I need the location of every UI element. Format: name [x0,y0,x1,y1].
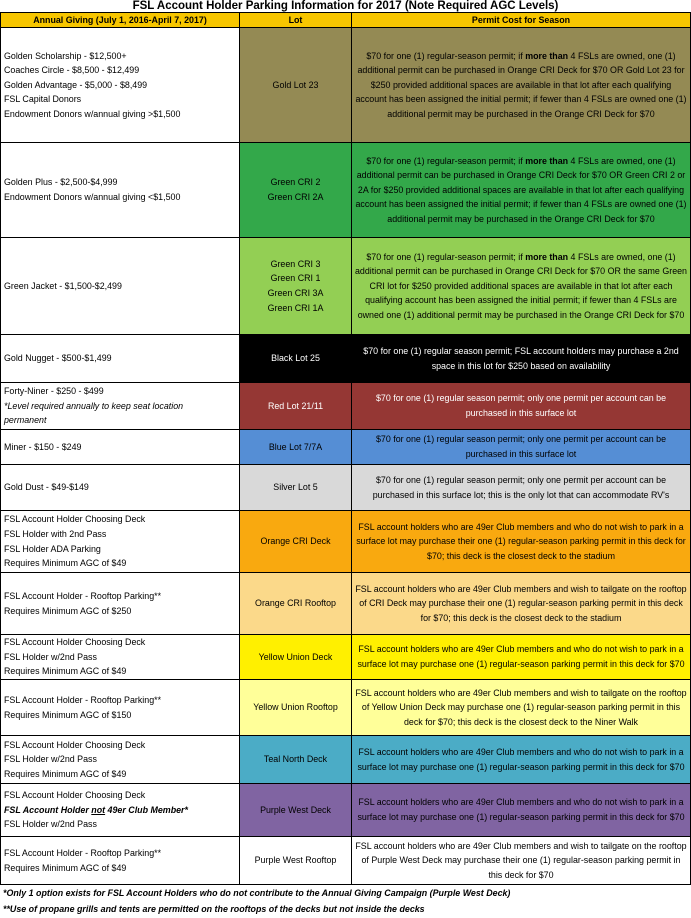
permit-cost-text: FSL account holders who are 49er Club members and wish to tailgate on the rooftop of Yellow Union Deck may purchase one (1) regular-season parking permit in this deck for $70; this deck is the closest deck to the Niner Walk [355,687,687,727]
giving-line: FSL Holder with 2nd Pass [4,528,107,539]
lot-cell [240,465,352,511]
lot-cell [240,28,352,143]
lot-name: Blue Lot 7/7A [268,441,323,452]
permit-cost-text: FSL account holders who are 49er Club members and wish to tailgate on the rooftop of Purple West Deck may purchase their one (1) regular-season parking permit in this deck for $70 [355,840,687,880]
annual-giving-cell [1,238,240,335]
permit-cost-text: more than [525,155,569,166]
permit-cost-text: $70 for one (1) regular-season permit; if [366,155,526,166]
lot-cell [240,335,352,383]
table-row [1,511,691,573]
annual-giving-cell [1,837,240,885]
footnote-1: *Only 1 option exists for FSL Account Holders who do not contribute to the Annual Giving Campaign (Purple West Deck) [3,888,511,898]
table-row [1,335,691,383]
lot-name: Green CRI 3 [270,258,321,269]
giving-emphasis: not [91,804,106,815]
table-row [1,837,691,885]
lot-name: Orange CRI Rooftop [255,598,336,609]
lot-cell [240,635,352,680]
permit-cost-text: $70 for one (1) regular season permit; FSL account holders may purchase a 2nd space in this lot for $250 based on availability [363,345,679,371]
permit-cost-cell [352,465,691,511]
table-row [1,784,691,837]
giving-line: Golden Plus - $2,500-$4,999 [4,177,118,188]
permit-cost-text: $70 for one (1) regular season permit; only one permit per account can be purchased in this surface lot [375,393,667,418]
giving-line: Coaches Circle - $8,500 - $12,499 [4,65,140,76]
permit-cost-cell [352,335,691,383]
lot-cell [240,573,352,635]
giving-line: FSL Account Holder - Rooftop Parking** [4,590,162,601]
permit-cost-cell [352,383,691,430]
giving-line [4,803,236,818]
parking-table [0,12,691,885]
giving-line: Requires Minimum AGC of $49 [4,768,127,779]
lot-cell [240,837,352,885]
permit-cost-cell [352,511,691,573]
permit-cost-cell [352,143,691,238]
table-row [1,573,691,635]
lot-name: Purple West Deck [260,804,331,815]
annual-giving-cell [1,680,240,736]
permit-cost-text: more than [525,251,569,262]
giving-line: FSL Capital Donors [4,94,82,105]
permit-cost-text: $70 for one (1) regular-season permit; if [366,251,526,262]
table-header-row [1,13,691,28]
permit-cost-text: FSL account holders who are 49er Club members and who do not wish to park in a surface lot may purchase one (1) regular-season parking permit in this deck for $70 [357,797,685,822]
giving-line: FSL Holder w/2nd Pass [4,819,97,830]
giving-line: Requires Minimum AGC of $49 [4,558,127,569]
lot-cell [240,430,352,465]
lot-name: Gold Lot 23 [272,79,319,90]
lot-name: Orange CRI Deck [260,536,331,547]
header-permit-cost: Permit Cost for Season [352,13,691,28]
permit-cost-cell [352,784,691,837]
footnote-2: **Use of propane grills and tents are permitted on the rooftops of the decks but not inside the decks [3,904,425,914]
giving-line: FSL Account Holder Choosing Deck [4,514,146,525]
annual-giving-cell [1,430,240,465]
annual-giving-cell [1,736,240,784]
giving-text: 49er Club Member* [105,804,188,815]
table-row [1,28,691,143]
giving-line: FSL Account Holder - Rooftop Parking** [4,847,162,858]
lot-name: Yellow Union Rooftop [253,702,338,713]
giving-line: Miner - $150 - $249 [4,441,82,452]
table-row [1,635,691,680]
table-row [1,465,691,511]
permit-cost-cell [352,680,691,736]
giving-line: FSL Holder w/2nd Pass [4,651,97,662]
giving-line: Endowment Donors w/annual giving <$1,500 [4,192,181,202]
giving-line: permanent [4,415,47,426]
giving-line: FSL Account Holder - Rooftop Parking** [4,694,162,705]
permit-cost-text: FSL account holders who are 49er Club members and wish to tailgate on the rooftop of CRI Deck may purchase their one (1) regular-season parking permit in this deck for $70; this deck is the closest deck to the stadium [355,583,687,623]
permit-cost-cell [352,238,691,335]
giving-line: FSL Account Holder Choosing Deck [4,637,146,648]
table-row [1,736,691,784]
permit-cost-text: FSL account holders who are 49er Club members and who do not wish to park in a surface lot may purchase one (1) regular-season parking permit in this deck for $70 [357,746,685,772]
lot-cell [240,736,352,784]
permit-cost-text: 4 FSLs are owned, one (1) additional permit can be purchased in Orange CRI Deck for $70 OR the same Green CRI lot for $250 provided additional spaces are available in that lot after each qualifying account has been assigned the initial permit; if fewer than 4 FSLs are owned one (1) additional permit may be purchased in the Orange CRI Deck for $70 [355,251,687,320]
annual-giving-cell [1,28,240,143]
lot-name: Black Lot 25 [271,353,320,364]
lot-name: Green CRI 1A [267,302,324,313]
permit-cost-cell [352,28,691,143]
permit-cost-cell [352,430,691,465]
table-row [1,430,691,465]
permit-cost-text: more than [525,50,569,61]
table-row [1,143,691,238]
giving-line: FSL Account Holder Choosing Deck [4,739,146,750]
lot-name: Red Lot 21/11 [267,400,324,411]
lot-name: Purple West Rooftop [254,855,337,866]
permit-cost-cell [352,635,691,680]
permit-cost-text: $70 for one (1) regular-season permit; if [366,50,526,61]
giving-line: Gold Nugget - $500-$1,499 [4,353,112,364]
annual-giving-cell [1,143,240,238]
permit-cost-cell [352,736,691,784]
giving-text: FSL Account Holder [4,804,92,815]
giving-line: Requires Minimum AGC of $49 [4,862,127,873]
lot-cell [240,238,352,335]
giving-line: FSL Account Holder Choosing Deck [4,790,146,801]
giving-line: *Level required annually to keep seat location [4,400,184,411]
header-lot: Lot [240,13,352,28]
lot-name: Green CRI 1 [270,273,321,284]
giving-line: Gold Dust - $49-$149 [4,482,89,493]
lot-cell [240,784,352,837]
table-row [1,238,691,335]
giving-line: Golden Advantage - $5,000 - $8,499 [4,79,148,90]
permit-cost-cell [352,573,691,635]
header-annual-giving: Annual Giving (July 1, 2016-April 7, 2017) [1,13,240,28]
lot-cell [240,383,352,430]
lot-name: Green CRI 3A [267,288,324,298]
annual-giving-cell [1,784,240,837]
annual-giving-cell [1,573,240,635]
permit-cost-text: 4 FSLs are owned, one (1) additional permit can be purchased in Orange CRI Deck for $70 OR Gold Lot 23 for $250 provided additional spaces are available in that lot after each qualifying account has been assigned the initial permit; if fewer than 4 FSLs are owned one (1) additional permit may be purchased in the Orange CRI Deck for $70 [355,50,687,119]
lot-name: Teal North Deck [263,754,328,765]
lot-name: Green CRI 2 [270,177,321,188]
annual-giving-cell [1,465,240,511]
permit-cost-cell [352,837,691,885]
table-row [1,680,691,736]
permit-cost-text: FSL account holders who are 49er Club members and who do not wish to park in a surface lot may purchase one (1) regular-season parking permit in this deck for $70 [357,644,685,669]
lot-name: Silver Lot 5 [273,482,318,493]
lot-cell [240,143,352,238]
lot-cell [240,680,352,736]
lot-name: Yellow Union Deck [258,651,333,662]
permit-cost-text: $70 for one (1) regular season permit; only one permit per account can be purchased in this surface lot [375,434,667,459]
giving-line: FSL Holder w/2nd Pass [4,754,97,765]
permit-cost-text: $70 for one (1) regular season permit; only one permit per account can be purchased in this surface lot; this is the only lot that can accommodate RV's [372,474,670,500]
giving-line: Endowment Donors w/annual giving >$1,500 [4,108,181,119]
giving-line: Requires Minimum AGC of $250 [4,605,132,616]
page-title: FSL Account Holder Parking Information for 2017 (Note Required AGC Levels) [132,0,559,12]
giving-line: Golden Scholarship - $12,500+ [4,50,127,61]
annual-giving-cell [1,635,240,680]
table-row [1,383,691,430]
giving-line: FSL Holder ADA Parking [4,543,101,554]
lot-name: Green CRI 2A [267,192,324,202]
annual-giving-cell [1,383,240,430]
lot-cell [240,511,352,573]
giving-line: Requires Minimum AGC of $49 [4,666,127,677]
giving-line: Forty-Niner - $250 - $499 [4,386,104,397]
annual-giving-cell [1,335,240,383]
annual-giving-cell [1,511,240,573]
permit-cost-text: 4 FSLs are owned, one (1) additional permit can be purchased in Orange CRI Deck for $70 OR Green CRI 2 or 2A for $250 provided additional spaces are available in that lot after each qualifying account has been assigned the initial permit; if fewer than 4 FSLs are owned one (1) additional permit may be purchased in the Orange CRI Deck for $70 [355,155,687,224]
permit-cost-text: FSL account holders who are 49er Club members and who do not wish to park in a surface lot may purchase their one (1) regular-season parking permit in this deck for $70; this deck is the closest deck to the stadium [356,521,686,561]
giving-line: Requires Minimum AGC of $150 [4,709,132,720]
giving-line: Green Jacket - $1,500-$2,499 [4,280,122,291]
